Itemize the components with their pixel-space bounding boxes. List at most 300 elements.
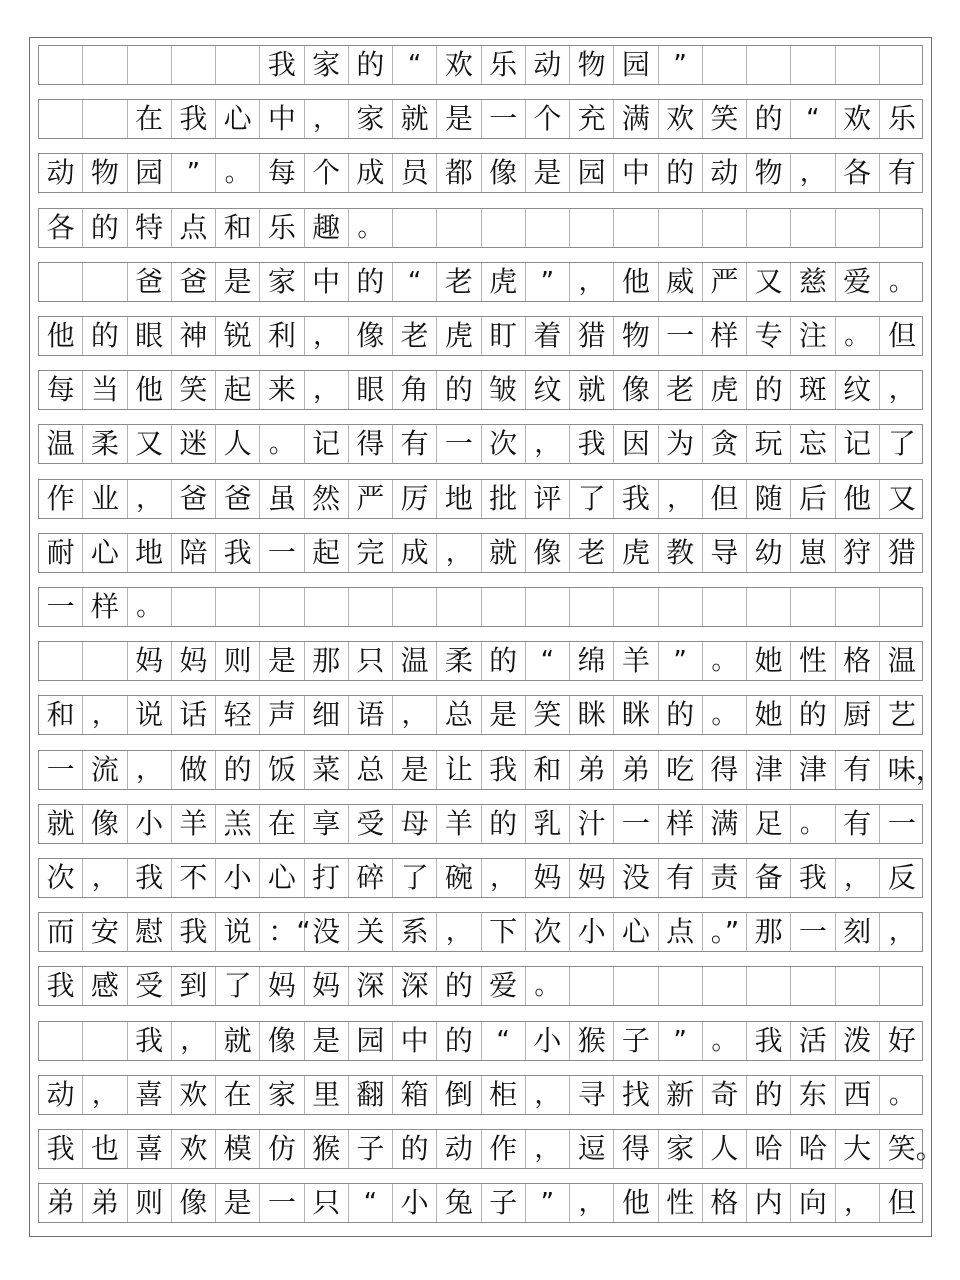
grid-cell-char: 小 (216, 859, 260, 897)
grid-cell-char: 园 (128, 154, 172, 192)
grid-cell-char: 系 (393, 913, 437, 951)
grid-cell-char: 弟 (614, 751, 658, 789)
grid-cell-char: ， (172, 1022, 216, 1060)
grid-cell-char: 奇 (703, 1076, 747, 1114)
grid-cell-char: 狩 (836, 534, 880, 572)
grid-cell-char: 随 (747, 480, 791, 518)
grid-cell-char: 安 (83, 913, 127, 951)
grid-cell-char: 是 (260, 642, 304, 680)
grid-cell-char: 声 (260, 696, 304, 734)
grid-cell-char: 爱 (836, 263, 880, 301)
grid-row (38, 695, 923, 735)
grid-cell-char: 寻 (570, 1076, 614, 1114)
grid-cell-char: 动 (703, 154, 747, 192)
grid-cell-char: 了 (887, 427, 916, 461)
grid-cell-char: 心 (260, 859, 304, 897)
grid-cell-char: 一 (482, 100, 526, 138)
grid-cell-char: 次 (526, 913, 570, 951)
grid-cell-char: 一 (659, 317, 703, 355)
grid-cell-char: 老 (659, 371, 703, 409)
grid-cell-char: 说 (216, 913, 260, 951)
grid-cell-char: 那 (305, 642, 349, 680)
grid-cell-char: 记 (836, 425, 880, 463)
grid-cell-char: 成 (349, 154, 393, 192)
grid-cell-char: 得 (703, 751, 747, 789)
grid-cell-char: 深 (349, 967, 393, 1005)
grid-cell-char: 爸 (172, 263, 216, 301)
grid-cell-char: ， (393, 696, 437, 734)
grid-cell-char: 有 (659, 859, 703, 897)
grid-cell-char: 每 (39, 371, 83, 409)
grid-cell-char: 一 (791, 913, 835, 951)
grid-cell-char: 物 (747, 154, 791, 192)
grid-cell-char: 温 (393, 642, 437, 680)
grid-cell-char: 就 (393, 100, 437, 138)
grid-cell-char: 眼 (128, 317, 172, 355)
grid-cell-char: 威 (659, 263, 703, 301)
grid-cell-char: 地 (437, 480, 481, 518)
grid-cell-char: 。 (216, 154, 260, 192)
grid-cell-char: 的 (747, 371, 791, 409)
grid-cell-char: ， (83, 696, 127, 734)
grid-cell-char: 慈 (791, 263, 835, 301)
grid-cell-char: 有 (393, 425, 437, 463)
grid-cell-char: 汁 (570, 805, 614, 843)
grid-cell-char: ， (570, 263, 614, 301)
grid-cell-empty (172, 46, 216, 84)
grid-cell-empty (526, 209, 570, 247)
grid-cell-char: 动 (39, 154, 83, 192)
grid-cell-char: 严 (703, 263, 747, 301)
grid-cell-char: 但 (703, 480, 747, 518)
grid-cell-char: “ (526, 642, 570, 680)
grid-cell-char: 虎 (614, 534, 658, 572)
grid-cell-char: 有 (836, 751, 880, 789)
grid-cell-char: 角 (393, 371, 437, 409)
grid-cell-empty (83, 1022, 127, 1060)
grid-cell-char: ， (128, 480, 172, 518)
grid-cell-empty (482, 588, 526, 626)
grid-cell-char: 皱 (482, 371, 526, 409)
grid-cell-char: 的 (482, 642, 526, 680)
grid-cell-char: 因 (614, 425, 658, 463)
grid-cell-char: 羊 (437, 805, 481, 843)
grid-cell-char: 的 (437, 1022, 481, 1060)
grid-cell-char: 我 (39, 967, 83, 1005)
grid-cell-empty (836, 46, 880, 84)
grid-cell-char: 神 (172, 317, 216, 355)
grid-cell-empty (570, 967, 614, 1005)
grid-cell-char: 妈 (570, 859, 614, 897)
grid-cell-char: 受 (349, 805, 393, 843)
grid-cell-char: 有 (887, 156, 916, 190)
grid-cell-char: 盯 (482, 317, 526, 355)
grid-cell-empty (260, 588, 304, 626)
grid-cell-char: 一 (39, 588, 83, 626)
grid-cell-char: 一 (887, 806, 916, 840)
grid-cell-char: 耐 (39, 534, 83, 572)
grid-cell-char: 小 (526, 1022, 570, 1060)
grid-cell-char: “ (393, 263, 437, 301)
grid-row (38, 587, 923, 627)
grid-row (38, 208, 923, 248)
grid-cell-char: 爸 (128, 263, 172, 301)
grid-cell-char: 而 (39, 913, 83, 951)
grid-cell-char: 。 (703, 696, 747, 734)
grid-cell-char: 。 (888, 266, 915, 297)
grid-cell-char: 打 (305, 859, 349, 897)
grid-cell-char: 样 (659, 805, 703, 843)
grid-cell-char: 样 (83, 588, 127, 626)
grid-cell-char: 眼 (349, 371, 393, 409)
grid-cell-char: 受 (128, 967, 172, 1005)
grid-cell-empty (39, 100, 83, 138)
grid-cell-char: ， (526, 1130, 570, 1168)
grid-cell-char: 又 (887, 481, 916, 515)
grid-cell-char: 内 (747, 1184, 791, 1222)
grid-cell-empty (83, 642, 127, 680)
grid-cell-char: 的 (747, 1076, 791, 1114)
grid-cell-char: 西 (836, 1076, 880, 1114)
grid-cell-char: 是 (526, 154, 570, 192)
grid-cell-char: 的 (659, 696, 703, 734)
grid-cell-char: 一 (260, 1184, 304, 1222)
grid-cell-char: 我 (128, 1022, 172, 1060)
grid-cell-char: 温 (39, 425, 83, 463)
grid-cell-char: 家 (260, 263, 304, 301)
grid-cell-char: 像 (172, 1184, 216, 1222)
grid-cell-char: 但 (887, 319, 916, 352)
grid-cell-char: 他 (39, 317, 83, 355)
grid-cell-char: 玩 (747, 425, 791, 463)
grid-cell-char: 特 (128, 209, 172, 247)
grid-cell-char: 的 (349, 46, 393, 84)
grid-cell-char: 像 (349, 317, 393, 355)
grid-cell-char: 的 (482, 805, 526, 843)
grid-cell-char: 物 (570, 46, 614, 84)
grid-cell-char: ” (659, 1022, 703, 1060)
grid-cell-char: ， (526, 425, 570, 463)
grid-cell-char: 子 (482, 1184, 526, 1222)
grid-cell-char: 心 (614, 913, 658, 951)
grid-cell-char: ：“ (260, 913, 304, 951)
grid-cell-char: 成 (393, 534, 437, 572)
grid-cell-char: 。 (888, 1079, 915, 1110)
grid-cell-empty (703, 588, 747, 626)
grid-cell-empty (703, 46, 747, 84)
grid-cell-char: 批 (482, 480, 526, 518)
grid-cell-char: 崽 (791, 534, 835, 572)
grid-cell-char: 他 (836, 480, 880, 518)
grid-cell-empty (747, 46, 791, 84)
grid-row (38, 804, 923, 844)
grid-cell-char: 笑 (703, 100, 747, 138)
grid-cell-char: ， (305, 100, 349, 138)
grid-cell-char: 完 (349, 534, 393, 572)
grid-cell-char: 一 (614, 805, 658, 843)
grid-cell-empty (83, 46, 127, 84)
grid-row (38, 1021, 923, 1061)
grid-cell-char: 羊 (172, 805, 216, 843)
grid-cell-char: 地 (128, 534, 172, 572)
grid-cell-char: 物 (614, 317, 658, 355)
grid-cell-char: 厉 (393, 480, 437, 518)
grid-cell-char: 然 (305, 480, 349, 518)
grid-cell-char: 他 (128, 371, 172, 409)
grid-cell-char: 仿 (260, 1130, 304, 1168)
grid-cell-empty (836, 588, 880, 626)
grid-cell-char: 注 (791, 317, 835, 355)
grid-cell-char: 性 (659, 1184, 703, 1222)
grid-cell-char: 则 (128, 1184, 172, 1222)
grid-cell-char: 猎 (887, 535, 916, 569)
grid-cell-char: 在 (128, 100, 172, 138)
grid-cell-char: 物 (83, 154, 127, 192)
grid-cell-char: 津 (747, 751, 791, 789)
grid-cell-char: 艺 (887, 698, 916, 732)
grid-cell-empty (482, 209, 526, 247)
grid-cell-char: 。 (128, 588, 172, 626)
grid-cell-empty (880, 46, 924, 84)
grid-cell-empty (791, 46, 835, 84)
grid-cell-char: 妈 (260, 967, 304, 1005)
grid-cell-char: 点 (659, 913, 703, 951)
grid-cell-char: 记 (305, 425, 349, 463)
grid-cell-char: ， (482, 859, 526, 897)
grid-cell-char: ， (570, 1184, 614, 1222)
grid-cell-char: 温 (887, 644, 916, 678)
grid-cell-char: ， (888, 375, 915, 406)
grid-cell-char: ， (83, 1076, 127, 1114)
grid-cell-empty (880, 588, 924, 626)
grid-cell-char: 泼 (836, 1022, 880, 1060)
grid-cell-empty (39, 263, 83, 301)
grid-cell-char: 园 (614, 46, 658, 84)
grid-cell-char: 箱 (393, 1076, 437, 1114)
grid-cell-empty (614, 588, 658, 626)
grid-cell-char: 笑 (172, 371, 216, 409)
grid-cell-char: 乐 (482, 46, 526, 84)
grid-cell-char: 和 (216, 209, 260, 247)
grid-cell-char: 。 (260, 425, 304, 463)
grid-cell-char: 的 (659, 154, 703, 192)
grid-cell-char: 我 (570, 425, 614, 463)
grid-cell-empty (659, 967, 703, 1005)
grid-cell-empty (747, 967, 791, 1005)
grid-cell-char: 我 (172, 100, 216, 138)
grid-cell-char: 妈 (305, 967, 349, 1005)
grid-cell-char: ” (526, 1184, 570, 1222)
grid-row (38, 99, 923, 139)
grid-cell-empty (614, 967, 658, 1005)
grid-cell-char: 中 (305, 263, 349, 301)
grid-cell-char: 就 (216, 1022, 260, 1060)
grid-cell-char: 贪 (703, 425, 747, 463)
grid-cell-char: 作 (39, 480, 83, 518)
grid-row (38, 750, 944, 790)
grid-cell-char: 细 (305, 696, 349, 734)
grid-cell-char: 眯 (614, 696, 658, 734)
grid-cell-empty (39, 1022, 83, 1060)
grid-row (38, 153, 923, 193)
grid-cell-char: 眯 (570, 696, 614, 734)
grid-cell-char: 得 (349, 425, 393, 463)
grid-cell-char: 不 (172, 859, 216, 897)
grid-cell-char: 做 (172, 751, 216, 789)
grid-cell-empty (526, 588, 570, 626)
grid-cell-char: 在 (260, 805, 304, 843)
grid-cell-char: 津 (791, 751, 835, 789)
grid-cell-char: 倒 (437, 1076, 481, 1114)
grid-cell-char: 性 (791, 642, 835, 680)
grid-cell-char: ， (659, 480, 703, 518)
grid-cell-char: 每 (260, 154, 304, 192)
grid-cell-char: 的 (437, 371, 481, 409)
grid-row (38, 479, 923, 519)
grid-cell-char: 厨 (836, 696, 880, 734)
grid-row (38, 316, 923, 356)
grid-cell-char: 语 (349, 696, 393, 734)
grid-cell-empty (614, 209, 658, 247)
grid-cell-empty (83, 100, 127, 138)
grid-cell-char: 反 (887, 861, 916, 894)
grid-cell-char: 新 (659, 1076, 703, 1114)
grid-cell-char: 在 (216, 1076, 260, 1114)
grid-cell-char: 味， (887, 752, 944, 786)
grid-cell-char: 专 (747, 317, 791, 355)
grid-row (38, 1129, 944, 1169)
grid-cell-char: 园 (570, 154, 614, 192)
grid-cell-char: 备 (747, 859, 791, 897)
grid-cell-empty (393, 209, 437, 247)
grid-cell-char: 次 (482, 425, 526, 463)
grid-cell-char: 满 (703, 805, 747, 843)
grid-cell-char: 我 (747, 1022, 791, 1060)
grid-cell-char: 妈 (526, 859, 570, 897)
grid-cell-char: 羔 (216, 805, 260, 843)
grid-cell-char: 虽 (260, 480, 304, 518)
grid-cell-empty (305, 588, 349, 626)
grid-cell-char: 爸 (216, 480, 260, 518)
grid-cell-char: 喜 (128, 1076, 172, 1114)
grid-cell-char: 则 (216, 642, 260, 680)
grid-cell-empty (437, 209, 481, 247)
grid-cell-char: 。 (791, 805, 835, 843)
grid-cell-char: 和 (526, 751, 570, 789)
grid-cell-char: 我 (791, 859, 835, 897)
grid-row (38, 966, 923, 1006)
grid-cell-char: 东 (791, 1076, 835, 1114)
grid-cell-char: “ (482, 1022, 526, 1060)
grid-cell-char: ” (659, 46, 703, 84)
grid-cell-char: “ (349, 1184, 393, 1222)
grid-row (38, 370, 923, 410)
grid-cell-char: 来 (260, 371, 304, 409)
grid-cell-char: ， (836, 1184, 880, 1222)
grid-cell-char: 点 (172, 209, 216, 247)
grid-row (38, 533, 923, 573)
grid-cell-char: 猴 (570, 1022, 614, 1060)
grid-cell-char: 格 (836, 642, 880, 680)
grid-cell-char: 好 (887, 1023, 916, 1057)
grid-cell-empty (791, 967, 835, 1005)
grid-row (38, 424, 923, 464)
grid-cell-char: 虎 (437, 317, 481, 355)
grid-cell-empty (39, 46, 83, 84)
grid-cell-char: 翻 (349, 1076, 393, 1114)
grid-cell-empty (349, 588, 393, 626)
grid-cell-empty (836, 967, 880, 1005)
grid-cell-char: 哈 (747, 1130, 791, 1168)
grid-cell-char: 我 (216, 534, 260, 572)
grid-cell-char: 像 (526, 534, 570, 572)
grid-row (38, 858, 923, 898)
grid-cell-char: 弟 (39, 1184, 83, 1222)
grid-cell-char: 陪 (172, 534, 216, 572)
grid-cell-char: 是 (437, 100, 481, 138)
grid-cell-char: 她 (747, 642, 791, 680)
grid-cell-char: 刻 (836, 913, 880, 951)
grid-cell-char: 但 (887, 1186, 916, 1220)
grid-cell-char: 忘 (791, 425, 835, 463)
grid-cell-char: 中 (260, 100, 304, 138)
grid-cell-empty (703, 967, 747, 1005)
grid-cell-char: 动 (526, 46, 570, 84)
grid-row (38, 912, 923, 952)
grid-cell-char: 的 (349, 263, 393, 301)
grid-cell-empty (570, 209, 614, 247)
grid-cell-char: 弟 (83, 1184, 127, 1222)
grid-cell-char: 又 (128, 425, 172, 463)
grid-cell-char: 大 (836, 1130, 880, 1168)
grid-cell-char: 我 (614, 480, 658, 518)
grid-cell-char: 话 (172, 696, 216, 734)
grid-cell-char: 各 (39, 209, 83, 247)
grid-cell-char: 向 (791, 1184, 835, 1222)
grid-cell-char: 员 (393, 154, 437, 192)
grid-cell-empty (393, 588, 437, 626)
grid-cell-char: 园 (349, 1022, 393, 1060)
grid-cell-char: ， (888, 917, 915, 948)
grid-cell-char: 动 (39, 1076, 83, 1114)
grid-cell-char: 轻 (216, 696, 260, 734)
grid-cell-char: 我 (172, 913, 216, 951)
grid-cell-char: 趣 (305, 209, 349, 247)
grid-cell-char: 就 (482, 534, 526, 572)
grid-cell-char: 小 (393, 1184, 437, 1222)
grid-cell-char: 弟 (570, 751, 614, 789)
grid-cell-char: 妈 (128, 642, 172, 680)
grid-cell-char: ， (128, 751, 172, 789)
grid-cell-char: 是 (482, 696, 526, 734)
grid-cell-char: 里 (305, 1076, 349, 1114)
grid-cell-char: 猎 (570, 317, 614, 355)
grid-cell-char: 菜 (305, 751, 349, 789)
grid-cell-char: 欢 (437, 46, 481, 84)
grid-cell-empty (39, 642, 83, 680)
grid-cell-char: 感 (83, 967, 127, 1005)
grid-cell-char: 。 (836, 317, 880, 355)
grid-cell-empty (216, 46, 260, 84)
grid-cell-char: 喜 (128, 1130, 172, 1168)
grid-cell-char: 她 (747, 696, 791, 734)
grid-cell-char: 迷 (172, 425, 216, 463)
grid-cell-char: “ (393, 46, 437, 84)
grid-cell-char: 家 (305, 46, 349, 84)
grid-cell-char: 格 (703, 1184, 747, 1222)
grid-cell-char: 。 (526, 967, 570, 1005)
grid-row (38, 262, 923, 302)
